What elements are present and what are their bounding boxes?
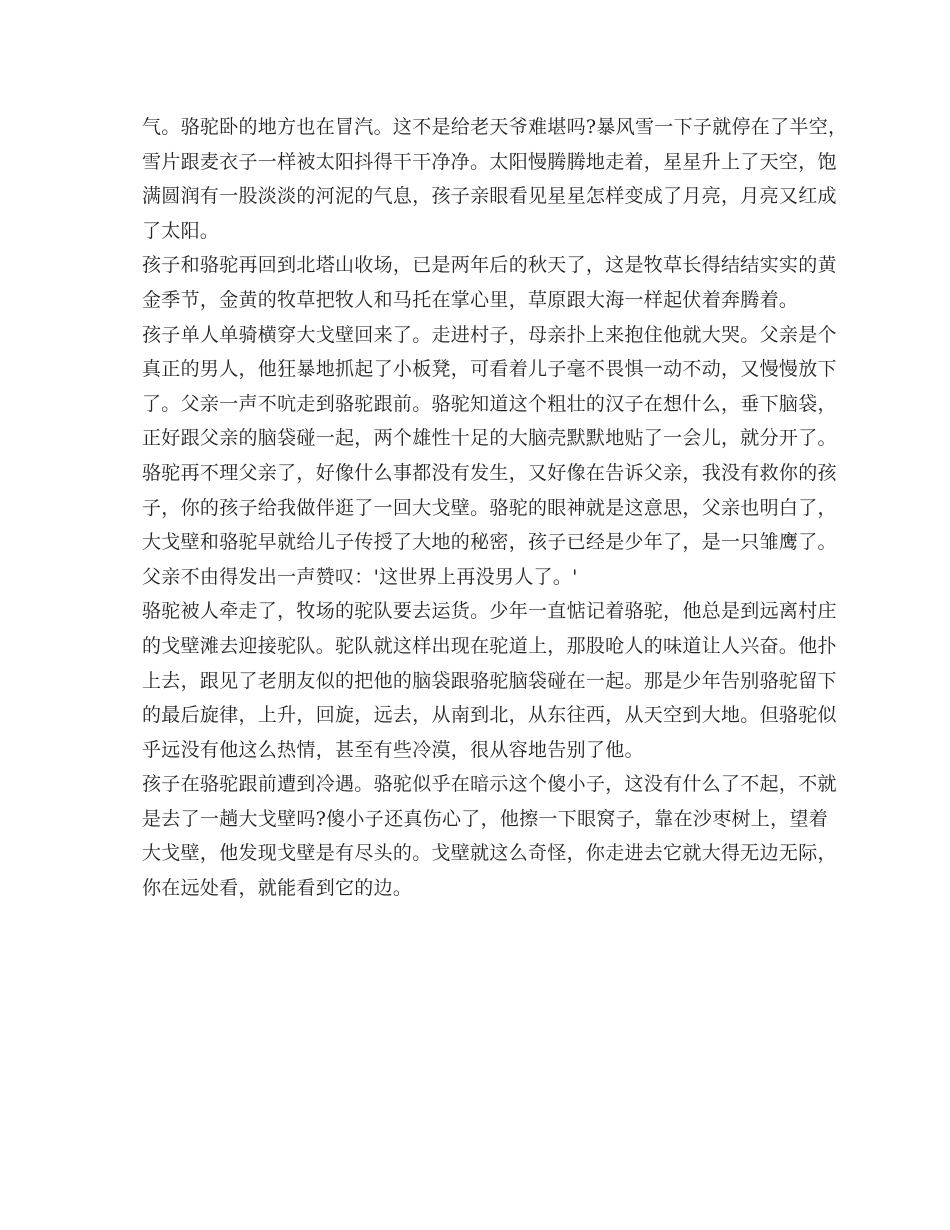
paragraph-1 — [142, 110, 848, 248]
text-line: 雪片跟麦衣子一样被太阳抖得干干净净。太阳慢腾腾地走着，星星升上了天空，饱 — [142, 150, 837, 173]
text-line: 你在远处看，就能看到它的边。 — [142, 877, 413, 900]
text-line: 孩子和骆驼再回到北塔山收场，已是两年后的秋天了，这是牧草长得结结实实的黄 — [142, 254, 837, 277]
text-line: 大戈壁，他发现戈壁是有尽头的。戈壁就这么奇怪，你走进去它就大得无边无际， — [142, 842, 837, 865]
paragraph-3 — [142, 318, 837, 595]
paragraph-5 — [142, 767, 837, 905]
text-line: 了。父亲一声不吭走到骆驼跟前。骆驼知道这个粗壮的汉子在想什么，垂下脑袋， — [142, 392, 837, 415]
paragraph-4 — [142, 594, 837, 767]
text-line: 乎远没有他这么热情，甚至有些冷漠，很从容地告别了他。 — [142, 738, 644, 761]
text-line: 的最后旋律，上升，回旋，远去，从南到北，从东往西，从天空到大地。但骆驼似 — [142, 704, 837, 727]
text-line: 气。骆驼卧的地方也在冒汽。这不是给老天爷难堪吗?暴风雪一下子就停在了半空， — [142, 116, 848, 138]
paragraph-2 — [142, 248, 837, 317]
text-line: 骆驼被人牵走了，牧场的驼队要去运货。少年一直惦记着骆驼，他总是到远离村庄 — [142, 600, 837, 623]
text-line: 父亲不由得发出一声赞叹：'这世界上再没男人了。' — [142, 565, 578, 588]
text-line: 孩子单人单骑横穿大戈壁回来了。走进村子，母亲扑上来抱住他就大哭。父亲是个 — [142, 323, 837, 346]
text-line: 骆驼再不理父亲了，好像什么事都没有发生，又好像在告诉父亲，我没有救你的孩 — [142, 461, 837, 484]
text-line: 大戈壁和骆驼早就给儿子传授了大地的秘密，孩子已经是少年了，是一只雏鹰了。 — [142, 531, 837, 554]
text-line: 的戈壁滩去迎接驼队。驼队就这样出现在驼道上，那股呛人的味道让人兴奋。他扑 — [142, 634, 837, 657]
text-line: 孩子在骆驼跟前遭到冷遇。骆驼似乎在暗示这个傻小子，这没有什么了不起，不就 — [142, 773, 837, 796]
text-line: 子，你的孩子给我做伴逛了一回大戈壁。骆驼的眼神就是这意思，父亲也明白了， — [142, 496, 837, 519]
text-line: 真正的男人，他狂暴地抓起了小板凳，可看着儿子毫不畏惧一动不动，又慢慢放下 — [142, 358, 837, 381]
document-body — [142, 110, 848, 906]
text-line: 是去了一趟大戈壁吗?傻小子还真伤心了，他擦一下眼窝子，靠在沙枣树上，望着 — [142, 807, 828, 830]
text-line: 了太阳。 — [142, 219, 220, 242]
text-line: 满圆润有一股淡淡的河泥的气息，孩子亲眼看见星星怎样变成了月亮，月亮又红成 — [142, 185, 837, 208]
text-line: 金季节，金黄的牧草把牧人和马托在掌心里，草原跟大海一样起伏着奔腾着。 — [142, 288, 799, 311]
text-line: 正好跟父亲的脑袋碰一起，两个雄性十足的大脑壳默默地贴了一会儿，就分开了。 — [142, 427, 837, 450]
text-line: 上去，跟见了老朋友似的把他的脑袋跟骆驼脑袋碰在一起。那是少年告别骆驼留下 — [142, 669, 837, 692]
